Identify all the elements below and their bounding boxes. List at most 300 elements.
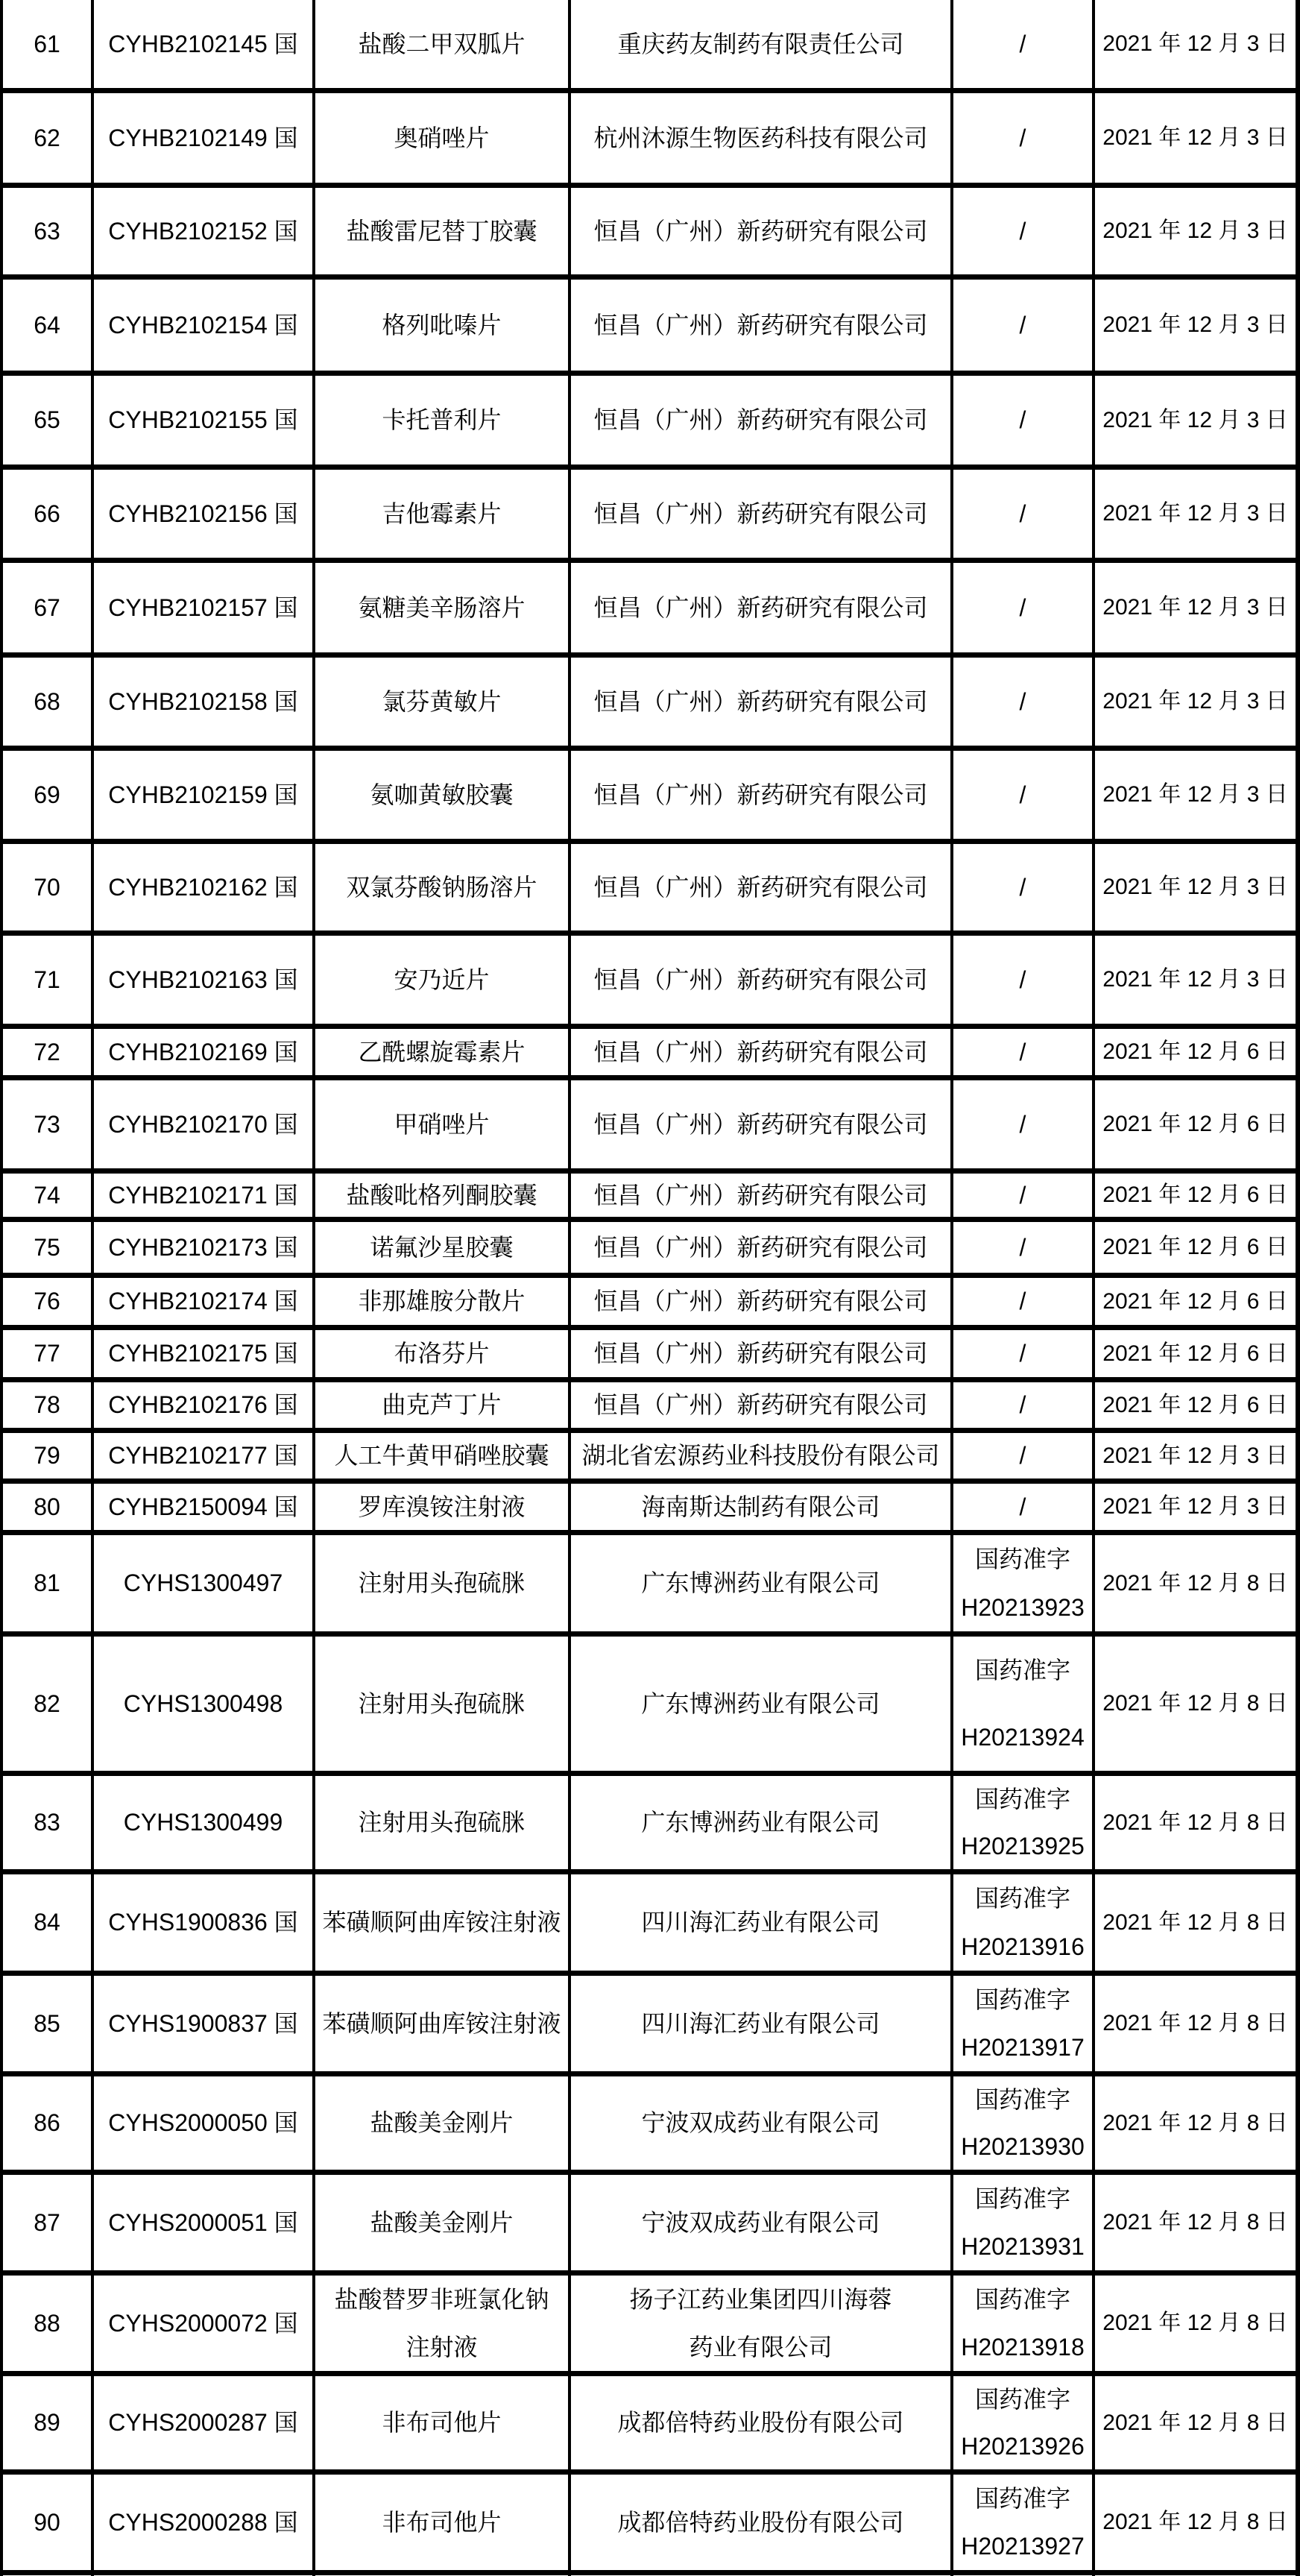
approval-date-text: 2021 年 12 月 3 日 xyxy=(1102,595,1288,620)
row-number-text: 82 xyxy=(34,1689,60,1717)
acceptance-number-text: CYHB2102174 国 xyxy=(108,1288,298,1315)
company-name-cell xyxy=(571,1976,953,2071)
approval-number-cell xyxy=(953,751,1095,839)
company-name-text: 杭州沐源生物医药科技有限公司 xyxy=(593,124,928,151)
approval-number-text: 国药准字 xyxy=(974,1885,1070,1912)
company-name-text: 恒昌（广州）新药研究有限公司 xyxy=(593,1233,928,1261)
approval-number-text: H20213927 xyxy=(961,2532,1085,2560)
approval-number-cell xyxy=(953,0,1095,88)
approval-date-text: 2021 年 12 月 8 日 xyxy=(1102,2011,1288,2035)
row-number-text: 69 xyxy=(34,781,60,808)
company-name-cell xyxy=(571,1637,953,1771)
company-name-cell xyxy=(571,2276,953,2371)
table-row xyxy=(3,1776,1296,1874)
company-name-cell xyxy=(571,2475,953,2570)
acceptance-number-cell xyxy=(94,280,315,371)
drug-name-cell xyxy=(315,1080,571,1168)
company-name-text: 恒昌（广州）新药研究有限公司 xyxy=(593,1181,928,1209)
row-number-cell xyxy=(3,1433,94,1478)
approval-number-cell xyxy=(953,470,1095,558)
row-number-cell xyxy=(3,563,94,652)
company-name-text: 恒昌（广州）新药研究有限公司 xyxy=(593,1038,928,1065)
acceptance-number-cell xyxy=(94,1637,315,1771)
drug-name-text: 格列吡嗪片 xyxy=(382,311,502,338)
drug-name-text: 盐酸替罗非班氯化钠 xyxy=(334,2285,549,2313)
drug-name-cell xyxy=(315,844,571,930)
row-number-cell xyxy=(3,1029,94,1075)
row-number-text: 76 xyxy=(34,1288,60,1315)
company-name-text: 湖北省宏源药业科技股份有限公司 xyxy=(581,1442,940,1470)
acceptance-number-cell xyxy=(94,1874,315,1971)
company-name-cell xyxy=(571,1080,953,1168)
drug-name-text: 甲硝唑片 xyxy=(394,1110,490,1138)
row-number-text: 87 xyxy=(34,2208,60,2236)
company-name-text: 宁波双成药业有限公司 xyxy=(641,2208,880,2236)
acceptance-number-cell xyxy=(94,2175,315,2270)
table-row xyxy=(3,1433,1296,1484)
table-row xyxy=(3,563,1296,658)
acceptance-number-cell xyxy=(94,1776,315,1869)
approval-number-text: / xyxy=(1019,781,1026,808)
approval-number-text: 国药准字 xyxy=(974,2185,1070,2212)
approval-date-cell xyxy=(1095,376,1296,465)
approval-date-text: 2021 年 12 月 8 日 xyxy=(1102,1570,1288,1596)
table-row xyxy=(3,1637,1296,1776)
approval-date-cell xyxy=(1095,2376,1296,2469)
table-row xyxy=(3,93,1296,188)
approval-date-text: 2021 年 12 月 8 日 xyxy=(1102,2410,1288,2435)
approval-date-cell xyxy=(1095,2276,1296,2371)
company-name-cell xyxy=(571,1029,953,1075)
approval-date-cell xyxy=(1095,1535,1296,1631)
row-number-cell xyxy=(3,0,94,88)
approval-date-text: 2021 年 12 月 3 日 xyxy=(1102,782,1288,807)
approval-date-cell xyxy=(1095,93,1296,183)
approval-number-text: / xyxy=(1019,500,1026,527)
drug-name-cell xyxy=(315,1484,571,1530)
table-row xyxy=(3,188,1296,280)
company-name-cell xyxy=(571,0,953,88)
company-name-cell xyxy=(571,844,953,930)
acceptance-number-cell xyxy=(94,2076,315,2170)
approval-number-text: / xyxy=(1019,1038,1026,1065)
table-row xyxy=(3,1535,1296,1637)
row-number-cell xyxy=(3,1330,94,1377)
row-number-text: 74 xyxy=(34,1181,60,1209)
table-row xyxy=(3,2076,1296,2175)
table-row xyxy=(3,844,1296,936)
acceptance-number-cell xyxy=(94,563,315,652)
company-name-cell xyxy=(571,1222,953,1273)
drug-name-cell xyxy=(315,1029,571,1075)
approval-number-cell xyxy=(953,1278,1095,1325)
approval-number-cell xyxy=(953,1776,1095,1869)
acceptance-number-cell xyxy=(94,1174,315,1217)
drug-name-cell xyxy=(315,376,571,465)
row-number-text: 63 xyxy=(34,217,60,245)
drug-name-cell xyxy=(315,1874,571,1971)
row-number-cell xyxy=(3,1382,94,1428)
approval-number-text: H20213923 xyxy=(961,1593,1085,1621)
acceptance-number-text: CYHB2102158 国 xyxy=(108,687,298,715)
drug-name-cell xyxy=(315,936,571,1024)
acceptance-number-text: CYHS2000051 国 xyxy=(108,2208,298,2236)
approval-number-cell xyxy=(953,2175,1095,2270)
acceptance-number-text: CYHS2000288 国 xyxy=(108,2508,298,2536)
approval-date-cell xyxy=(1095,1382,1296,1428)
row-number-text: 86 xyxy=(34,2109,60,2137)
drug-name-cell xyxy=(315,2175,571,2270)
drug-name-text: 安乃近片 xyxy=(394,966,490,993)
acceptance-number-text: CYHB2102156 国 xyxy=(108,500,298,527)
acceptance-number-cell xyxy=(94,1080,315,1168)
approval-date-cell xyxy=(1095,470,1296,558)
row-number-text: 89 xyxy=(34,2409,60,2437)
drug-name-text: 盐酸雷尼替丁胶囊 xyxy=(346,217,537,245)
table-row xyxy=(3,280,1296,376)
approval-number-cell xyxy=(953,1874,1095,1971)
row-number-cell xyxy=(3,2175,94,2270)
acceptance-number-cell xyxy=(94,2475,315,2570)
company-name-cell xyxy=(571,1278,953,1325)
row-number-text: 77 xyxy=(34,1340,60,1367)
table-row xyxy=(3,1278,1296,1330)
approval-date-cell xyxy=(1095,1174,1296,1217)
company-name-cell xyxy=(571,470,953,558)
drug-name-text: 奥硝唑片 xyxy=(394,124,490,151)
approval-date-cell xyxy=(1095,1484,1296,1530)
approval-number-cell xyxy=(953,563,1095,652)
approval-number-text: / xyxy=(1019,1110,1026,1138)
acceptance-number-cell xyxy=(94,2376,315,2469)
drug-name-text: 非布司他片 xyxy=(382,2508,502,2536)
company-name-text: 四川海汇药业有限公司 xyxy=(641,2009,880,2037)
table-row xyxy=(3,936,1296,1029)
company-name-cell xyxy=(571,188,953,274)
approval-number-text: H20213930 xyxy=(961,2132,1085,2160)
row-number-text: 84 xyxy=(34,1909,60,1936)
acceptance-number-text: CYHB2102173 国 xyxy=(108,1233,298,1261)
company-name-text: 恒昌（广州）新药研究有限公司 xyxy=(593,217,928,245)
approval-number-text: 国药准字 xyxy=(974,2086,1070,2114)
acceptance-number-text: CYHS1300497 xyxy=(123,1569,283,1597)
row-number-cell xyxy=(3,1278,94,1325)
acceptance-number-cell xyxy=(94,751,315,839)
company-name-text: 恒昌（广州）新药研究有限公司 xyxy=(593,873,928,901)
company-name-text: 恒昌（广州）新药研究有限公司 xyxy=(593,406,928,434)
approval-date-cell xyxy=(1095,280,1296,371)
table-row xyxy=(3,1222,1296,1278)
approval-number-cell xyxy=(953,936,1095,1024)
acceptance-number-text: CYHS1300499 xyxy=(123,1809,283,1836)
row-number-cell xyxy=(3,1222,94,1273)
approval-number-text: / xyxy=(1019,217,1026,245)
acceptance-number-text: CYHS2000072 国 xyxy=(108,2309,298,2337)
approval-number-cell xyxy=(953,1382,1095,1428)
drug-name-text: 注射液 xyxy=(406,2333,478,2361)
approval-date-text: 2021 年 12 月 3 日 xyxy=(1102,407,1288,432)
drug-name-text: 苯磺顺阿曲库铵注射液 xyxy=(322,1909,561,1936)
table-row xyxy=(3,1174,1296,1222)
drug-name-cell xyxy=(315,1222,571,1273)
row-number-text: 78 xyxy=(34,1391,60,1419)
approval-date-text: 2021 年 12 月 8 日 xyxy=(1102,1691,1288,1716)
company-name-text: 成都倍特药业股份有限公司 xyxy=(617,2409,904,2437)
company-name-cell xyxy=(571,376,953,465)
approval-number-cell xyxy=(953,1174,1095,1217)
table-row xyxy=(3,658,1296,751)
drug-name-text: 盐酸美金刚片 xyxy=(370,2109,514,2137)
approval-date-cell xyxy=(1095,1874,1296,1971)
approval-number-cell xyxy=(953,376,1095,465)
row-number-text: 80 xyxy=(34,1493,60,1520)
table-row xyxy=(3,1382,1296,1433)
acceptance-number-text: CYHB2102163 国 xyxy=(108,966,298,993)
drug-name-text: 氨咖黄敏胶囊 xyxy=(370,781,514,808)
company-name-text: 广东博洲药业有限公司 xyxy=(641,1809,880,1836)
approval-date-cell xyxy=(1095,2076,1296,2170)
drug-name-cell xyxy=(315,2475,571,2570)
row-number-cell xyxy=(3,936,94,1024)
approval-date-cell xyxy=(1095,844,1296,930)
company-name-text: 广东博洲药业有限公司 xyxy=(641,1569,880,1597)
approval-number-cell xyxy=(953,1222,1095,1273)
company-name-cell xyxy=(571,1484,953,1530)
acceptance-number-cell xyxy=(94,1535,315,1631)
row-number-text: 71 xyxy=(34,966,60,993)
table-row xyxy=(3,751,1296,844)
drug-name-cell xyxy=(315,1382,571,1428)
drug-name-text: 曲克芦丁片 xyxy=(382,1391,502,1419)
drug-name-text: 盐酸美金刚片 xyxy=(370,2208,514,2236)
row-number-cell xyxy=(3,1776,94,1869)
table-row xyxy=(3,376,1296,470)
approval-date-text: 2021 年 12 月 6 日 xyxy=(1102,1288,1288,1314)
drug-name-cell xyxy=(315,2376,571,2469)
acceptance-number-cell xyxy=(94,1382,315,1428)
drug-name-cell xyxy=(315,563,571,652)
acceptance-number-cell xyxy=(94,376,315,465)
drug-name-cell xyxy=(315,2276,571,2371)
drug-name-text: 卡托普利片 xyxy=(382,406,502,434)
approval-number-text: H20213924 xyxy=(961,1723,1085,1751)
row-number-cell xyxy=(3,1484,94,1530)
approval-date-cell xyxy=(1095,1776,1296,1869)
approval-date-text: 2021 年 12 月 6 日 xyxy=(1102,1235,1288,1259)
drug-name-cell xyxy=(315,751,571,839)
row-number-cell xyxy=(3,2475,94,2570)
acceptance-number-cell xyxy=(94,0,315,88)
acceptance-number-text: CYHS1900836 国 xyxy=(108,1909,298,1936)
approval-date-text: 2021 年 12 月 6 日 xyxy=(1102,1341,1288,1366)
approval-number-cell xyxy=(953,658,1095,746)
row-number-cell xyxy=(3,93,94,183)
row-number-cell xyxy=(3,1874,94,1971)
company-name-text: 恒昌（广州）新药研究有限公司 xyxy=(593,1340,928,1367)
approval-number-text: / xyxy=(1019,1288,1026,1315)
approval-number-cell xyxy=(953,844,1095,930)
company-name-text: 恒昌（广州）新药研究有限公司 xyxy=(593,687,928,715)
table-row xyxy=(3,2376,1296,2475)
drug-name-cell xyxy=(315,0,571,88)
acceptance-number-text: CYHS2000050 国 xyxy=(108,2109,298,2137)
row-number-text: 66 xyxy=(34,500,60,527)
company-name-cell xyxy=(571,1874,953,1971)
acceptance-number-text: CYHB2102159 国 xyxy=(108,781,298,808)
drug-name-text: 非布司他片 xyxy=(382,2409,502,2437)
approval-number-cell xyxy=(953,1637,1095,1771)
approval-number-cell xyxy=(953,1080,1095,1168)
company-name-cell xyxy=(571,1330,953,1377)
company-name-text: 恒昌（广州）新药研究有限公司 xyxy=(593,1110,928,1138)
row-number-cell xyxy=(3,751,94,839)
approval-date-cell xyxy=(1095,2175,1296,2270)
row-number-cell xyxy=(3,1976,94,2071)
approval-number-cell xyxy=(953,1535,1095,1631)
acceptance-number-cell xyxy=(94,188,315,274)
drug-name-text: 诺氟沙星胶囊 xyxy=(370,1233,514,1261)
acceptance-number-cell xyxy=(94,1330,315,1377)
approval-number-text: H20213918 xyxy=(961,2333,1085,2361)
approval-date-text: 2021 年 12 月 8 日 xyxy=(1102,1909,1288,1935)
drug-name-cell xyxy=(315,1174,571,1217)
drug-name-cell xyxy=(315,470,571,558)
approval-number-text: / xyxy=(1019,1181,1026,1209)
approval-date-text: 2021 年 12 月 3 日 xyxy=(1102,1494,1288,1519)
approval-date-cell xyxy=(1095,658,1296,746)
approval-date-text: 2021 年 12 月 3 日 xyxy=(1102,1443,1288,1468)
company-name-text: 四川海汇药业有限公司 xyxy=(641,1909,880,1936)
drug-name-text: 注射用头孢硫脒 xyxy=(358,1569,526,1597)
table-row xyxy=(3,1484,1296,1535)
approval-number-text: / xyxy=(1019,1391,1026,1419)
table-row xyxy=(3,470,1296,563)
approval-date-cell xyxy=(1095,1637,1296,1771)
acceptance-number-cell xyxy=(94,936,315,1024)
drug-name-cell xyxy=(315,658,571,746)
row-number-cell xyxy=(3,1080,94,1168)
company-name-cell xyxy=(571,280,953,371)
row-number-cell xyxy=(3,2276,94,2371)
approval-number-text: 国药准字 xyxy=(974,2285,1070,2313)
row-number-text: 68 xyxy=(34,687,60,715)
acceptance-number-text: CYHB2102157 国 xyxy=(108,593,298,621)
table-row xyxy=(3,0,1296,93)
row-number-text: 73 xyxy=(34,1110,60,1138)
company-name-cell xyxy=(571,2076,953,2170)
drug-name-text: 布洛芬片 xyxy=(394,1340,490,1367)
approval-date-text: 2021 年 12 月 8 日 xyxy=(1102,2311,1288,2335)
approval-number-text: / xyxy=(1019,873,1026,901)
company-name-text: 成都倍特药业股份有限公司 xyxy=(617,2508,904,2536)
drug-name-text: 盐酸吡格列酮胶囊 xyxy=(346,1181,537,1209)
row-number-text: 70 xyxy=(34,873,60,901)
drug-name-text: 乙酰螺旋霉素片 xyxy=(358,1038,526,1065)
company-name-cell xyxy=(571,563,953,652)
acceptance-number-cell xyxy=(94,658,315,746)
acceptance-number-cell xyxy=(94,1433,315,1478)
approval-number-text: H20213917 xyxy=(961,2033,1085,2061)
acceptance-number-text: CYHB2102170 国 xyxy=(108,1110,298,1138)
approval-date-cell xyxy=(1095,1330,1296,1377)
approval-number-cell xyxy=(953,2475,1095,2570)
approval-date-text: 2021 年 12 月 3 日 xyxy=(1102,31,1288,56)
approval-number-text: / xyxy=(1019,1493,1026,1520)
acceptance-number-text: CYHS1900837 国 xyxy=(108,2009,298,2037)
row-number-text: 67 xyxy=(34,593,60,621)
approval-number-text: 国药准字 xyxy=(974,2386,1070,2413)
approval-number-cell xyxy=(953,1976,1095,2071)
approval-date-text: 2021 年 12 月 8 日 xyxy=(1102,2210,1288,2235)
acceptance-number-text: CYHB2102175 国 xyxy=(108,1340,298,1367)
approval-number-text: / xyxy=(1019,687,1026,715)
approval-number-cell xyxy=(953,1330,1095,1377)
acceptance-number-text: CYHB2102177 国 xyxy=(108,1442,298,1470)
row-number-cell xyxy=(3,658,94,746)
drug-name-text: 氨糖美辛肠溶片 xyxy=(358,593,526,621)
company-name-text: 恒昌（广州）新药研究有限公司 xyxy=(593,1391,928,1419)
approval-number-text: / xyxy=(1019,593,1026,621)
company-name-cell xyxy=(571,2175,953,2270)
approval-number-text: 国药准字 xyxy=(974,1546,1070,1573)
acceptance-number-text: CYHB2102171 国 xyxy=(108,1181,298,1209)
table-row xyxy=(3,1874,1296,1976)
approval-number-text: / xyxy=(1019,124,1026,151)
acceptance-number-text: CYHB2102145 国 xyxy=(108,30,298,57)
acceptance-number-text: CYHB2102152 国 xyxy=(108,217,298,245)
row-number-cell xyxy=(3,376,94,465)
drug-name-text: 吉他霉素片 xyxy=(382,500,502,527)
drug-name-cell xyxy=(315,280,571,371)
approval-number-cell xyxy=(953,188,1095,274)
row-number-text: 90 xyxy=(34,2508,60,2536)
acceptance-number-text: CYHB2102155 国 xyxy=(108,406,298,434)
approval-date-text: 2021 年 12 月 6 日 xyxy=(1102,1182,1288,1207)
approval-date-cell xyxy=(1095,188,1296,274)
approval-number-text: / xyxy=(1019,1233,1026,1261)
approval-date-cell xyxy=(1095,1029,1296,1075)
approval-date-cell xyxy=(1095,936,1296,1024)
drug-name-text: 注射用头孢硫脒 xyxy=(358,1689,526,1717)
drug-name-text: 盐酸二甲双胍片 xyxy=(358,30,526,57)
approval-number-cell xyxy=(953,2076,1095,2170)
row-number-cell xyxy=(3,2076,94,2170)
approval-date-text: 2021 年 12 月 6 日 xyxy=(1102,1112,1288,1136)
company-name-cell xyxy=(571,93,953,183)
acceptance-number-cell xyxy=(94,1278,315,1325)
approval-number-text: H20213916 xyxy=(961,1933,1085,1960)
approval-date-cell xyxy=(1095,2475,1296,2570)
acceptance-number-cell xyxy=(94,1029,315,1075)
drug-name-cell xyxy=(315,1278,571,1325)
drug-name-cell xyxy=(315,1976,571,2071)
company-name-text: 药业有限公司 xyxy=(689,2333,833,2361)
company-name-text: 恒昌（广州）新药研究有限公司 xyxy=(593,781,928,808)
drug-name-cell xyxy=(315,2076,571,2170)
approval-date-text: 2021 年 12 月 8 日 xyxy=(1102,1810,1288,1835)
company-name-cell xyxy=(571,2376,953,2469)
drug-name-text: 双氯芬酸钠肠溶片 xyxy=(346,873,537,901)
approval-number-text: / xyxy=(1019,1340,1026,1367)
row-number-text: 79 xyxy=(34,1442,60,1470)
approval-number-text: / xyxy=(1019,966,1026,993)
company-name-text: 恒昌（广州）新药研究有限公司 xyxy=(593,1288,928,1315)
approval-number-text: 国药准字 xyxy=(974,1786,1070,1813)
row-number-text: 72 xyxy=(34,1038,60,1065)
row-number-text: 61 xyxy=(34,30,60,57)
approval-date-text: 2021 年 12 月 6 日 xyxy=(1102,1392,1288,1417)
approval-number-cell xyxy=(953,1433,1095,1478)
